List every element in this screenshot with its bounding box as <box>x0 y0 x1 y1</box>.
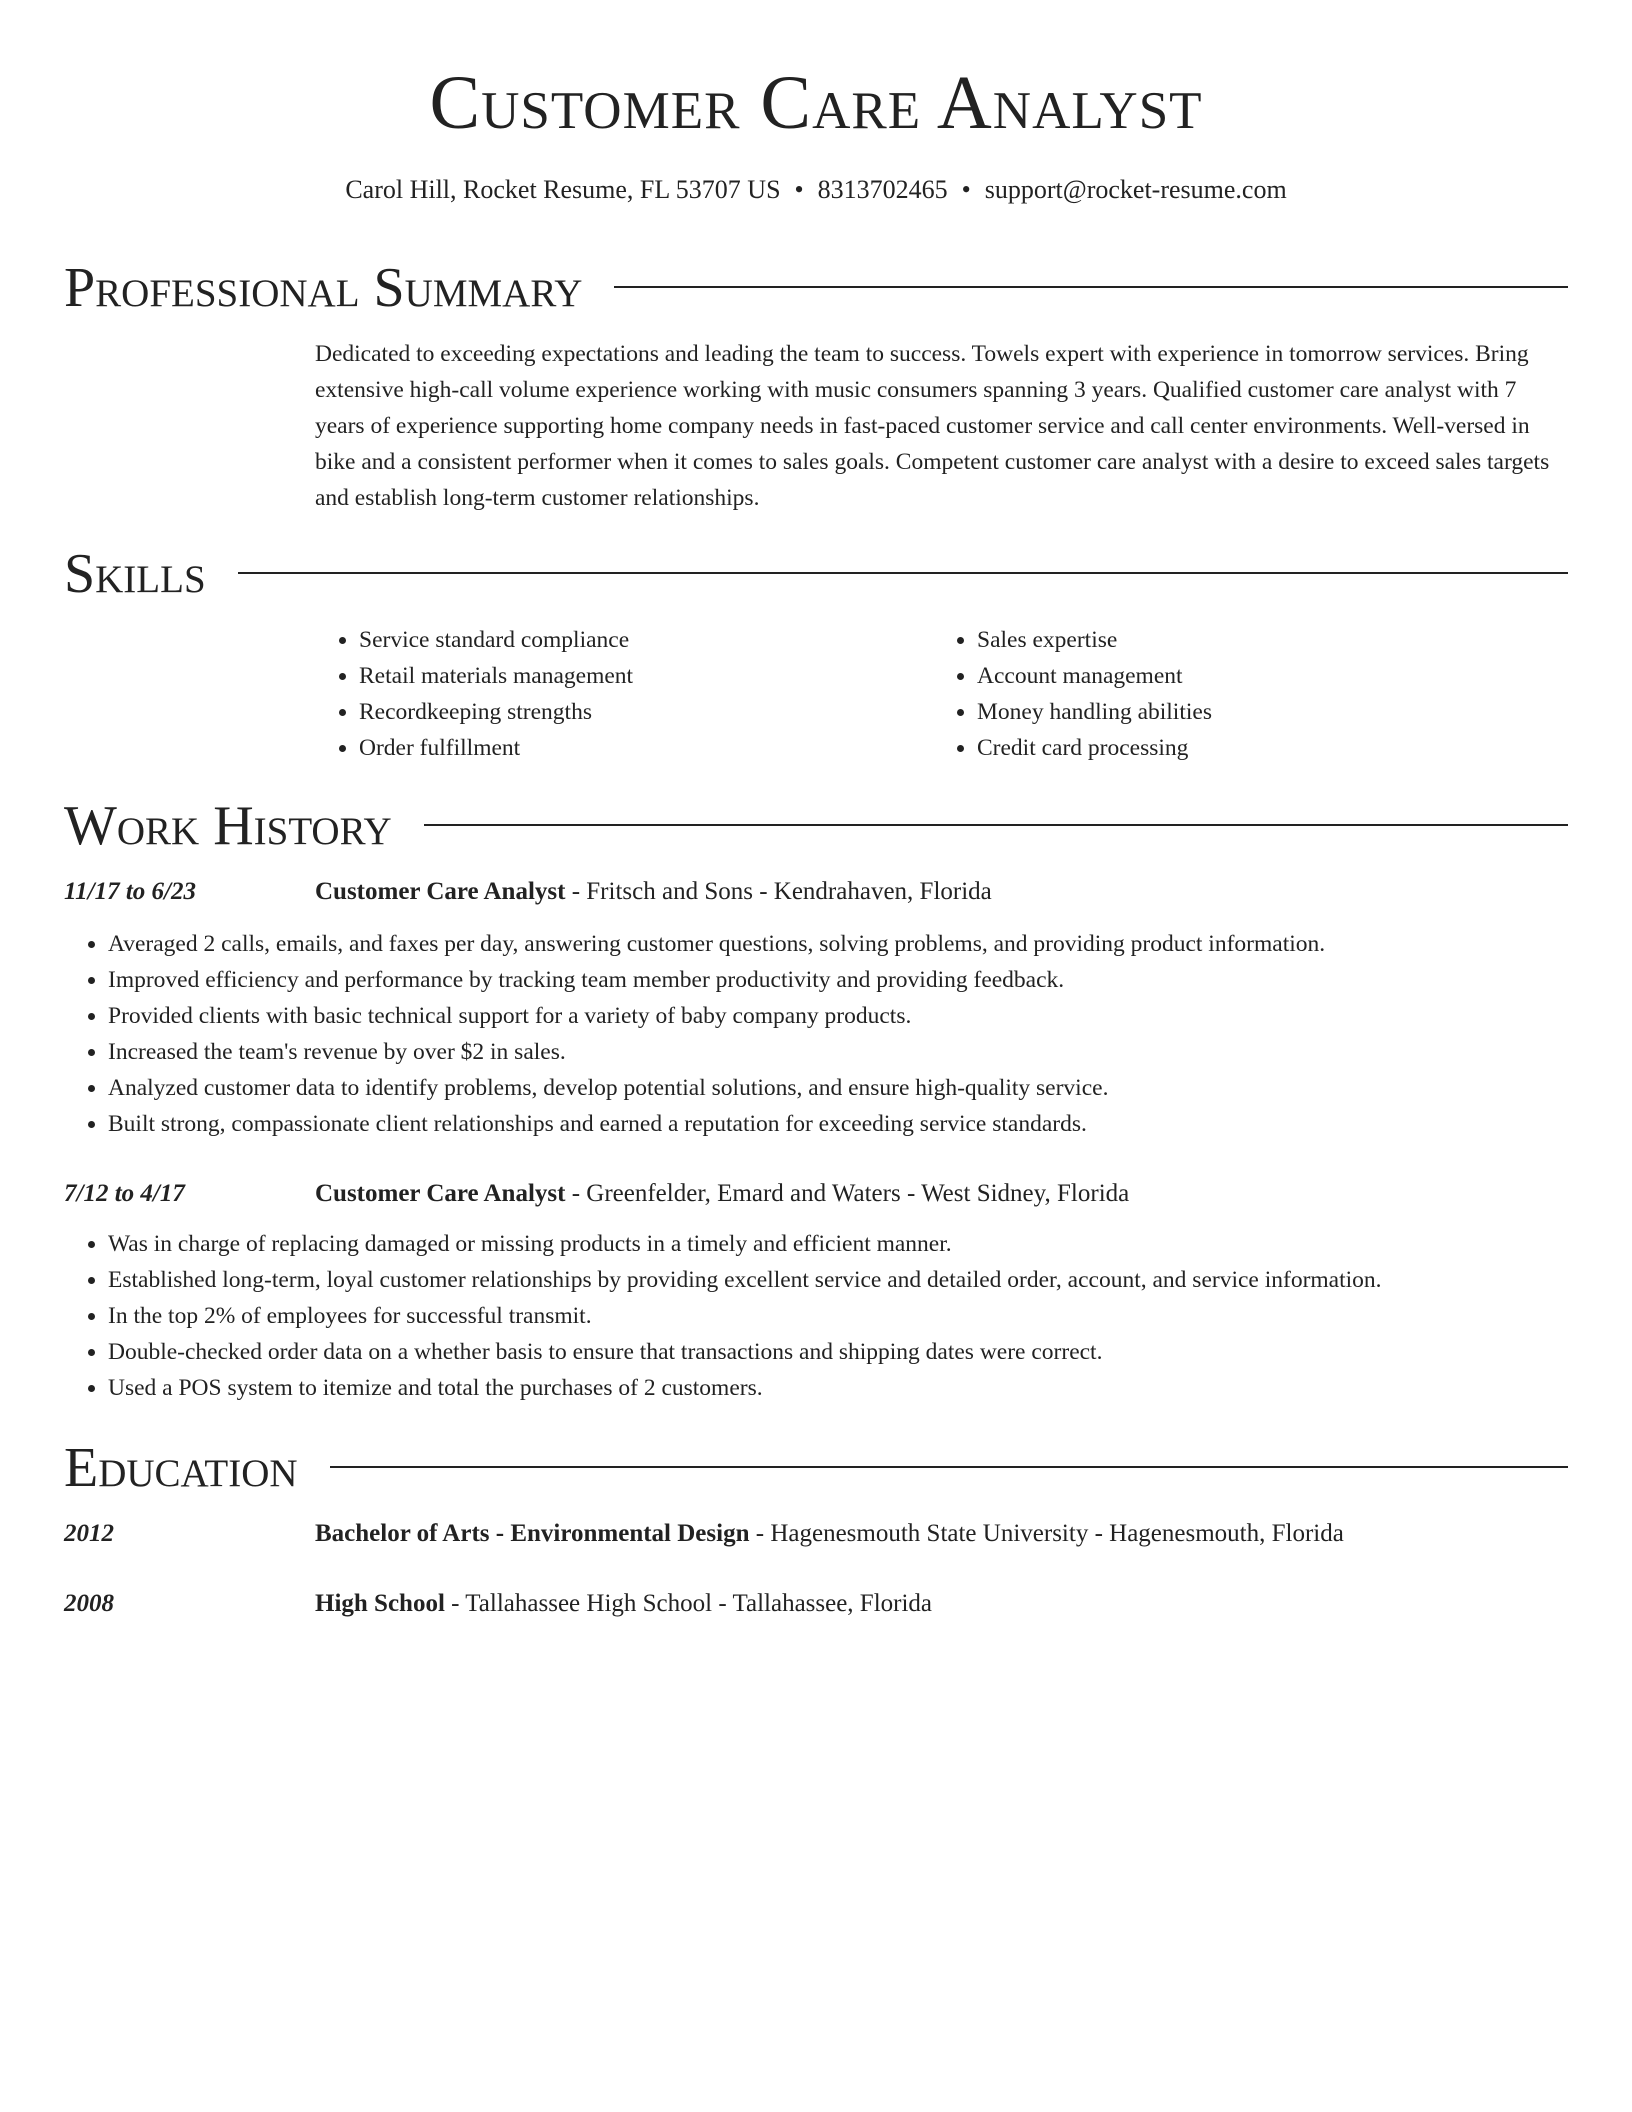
job-bullet: • In the top 2% of employees for successful transmit. <box>108 1298 1568 1334</box>
skill-item: • Money handling abilities <box>977 694 1551 730</box>
section-divider <box>238 572 1568 574</box>
job-role: Customer Care Analyst <box>315 878 566 905</box>
job-bullet: • Used a POS system to itemize and total the purchases of 2 customers. <box>108 1370 1568 1406</box>
skill-item: • Order fulfillment <box>359 730 933 766</box>
skills-list <box>315 622 1568 766</box>
section-header-summary <box>64 254 1568 322</box>
skills-column-left <box>315 622 933 766</box>
section-header-education <box>64 1434 1568 1502</box>
section-header-work <box>64 792 1568 860</box>
skill-item: • Service standard compliance <box>359 622 933 658</box>
job-heading-row <box>64 874 1568 910</box>
section-title-education: Education <box>64 1437 298 1499</box>
job-entry <box>64 874 1568 1142</box>
contact-separator: • <box>961 175 971 204</box>
job-bullet: • Double-checked order data on a whether basis to ensure that transactions and shipping dates were correct. <box>108 1334 1568 1370</box>
education-entry <box>64 1516 1568 1552</box>
section-title-skills: Skills <box>64 543 206 605</box>
education-details: - Hagenesmouth State University - Hagenesmouth, Florida <box>749 1520 1344 1547</box>
section-header-skills <box>64 540 1568 608</box>
skill-item: • Recordkeeping strengths <box>359 694 933 730</box>
job-bullet: • Improved efficiency and performance by tracking team member productivity and providing feedback. <box>108 962 1568 998</box>
job-heading <box>315 874 992 910</box>
skill-item: • Account management <box>977 658 1551 694</box>
skill-item: • Sales expertise <box>977 622 1551 658</box>
section-divider <box>424 824 1568 826</box>
education-degree: Bachelor of Arts - Environmental Design <box>315 1520 750 1547</box>
contact-separator: • <box>794 175 804 204</box>
job-bullet: • Averaged 2 calls, emails, and faxes per day, answering customer questions, solving problems, and providing product information. <box>108 926 1568 962</box>
education-year: 2012 <box>64 1520 114 1547</box>
job-role: Customer Care Analyst <box>315 1180 566 1207</box>
job-dates: 11/17 to 6/23 <box>64 878 196 905</box>
skill-item: • Retail materials management <box>359 658 933 694</box>
summary-text: Dedicated to exceeding expectations and leading the team to success. Towels expert with experience in tomorrow services. Bring extensive high-call volume experience working with music consumers spanning 3 years. Qualified customer care analyst with 7 years of experience supporting home company needs in fast-paced customer service and call center environments. Well-versed in bike and a consistent performer when it comes to sales goals. Competent customer care analyst with a desire to exceed sales targets and establish long-term customer relationships. <box>315 341 1550 511</box>
job-entry <box>64 1176 1568 1406</box>
skills-column-right <box>933 622 1551 766</box>
job-heading-row <box>64 1176 1568 1212</box>
job-bullet: • Increased the team's revenue by over $2 in sales. <box>108 1034 1568 1070</box>
resume-name: Customer Care Analyst <box>429 61 1203 145</box>
education-entry <box>64 1586 1568 1622</box>
education-details: - Tallahassee High School - Tallahassee, Florida <box>444 1590 933 1617</box>
job-heading <box>315 1176 1129 1212</box>
section-divider <box>614 286 1568 288</box>
job-dates: 7/12 to 4/17 <box>64 1180 185 1207</box>
job-bullet: • Provided clients with basic technical support for a variety of baby company products. <box>108 998 1568 1034</box>
education-heading <box>315 1586 932 1622</box>
contact-address: Carol Hill, Rocket Resume, FL 53707 US <box>345 175 781 204</box>
job-bullets <box>64 926 1568 1142</box>
skill-item: • Credit card processing <box>977 730 1551 766</box>
section-title-work: Work History <box>64 795 392 857</box>
job-bullet: • Analyzed customer data to identify problems, develop potential solutions, and ensure high-quality service. <box>108 1070 1568 1106</box>
job-details: - Greenfelder, Emard and Waters - West Sidney, Florida <box>565 1180 1130 1207</box>
education-heading <box>315 1516 1344 1552</box>
contact-line <box>64 172 1568 208</box>
job-bullet: • Was in charge of replacing damaged or missing products in a timely and efficient manner. <box>108 1226 1568 1262</box>
job-bullet: • Established long-term, loyal customer relationships by providing excellent service and detailed order, account, and service information. <box>108 1262 1568 1298</box>
education-degree: High School <box>315 1590 445 1617</box>
job-bullets <box>64 1226 1568 1406</box>
job-details: - Fritsch and Sons - Kendrahaven, Florida <box>565 878 992 905</box>
resume-page <box>64 0 1568 1622</box>
contact-phone: 8313702465 <box>817 175 948 204</box>
education-year: 2008 <box>64 1590 114 1617</box>
contact-email: support@rocket-resume.com <box>984 175 1287 204</box>
section-title-summary: Professional Summary <box>64 257 583 319</box>
section-divider <box>330 1466 1568 1468</box>
job-bullet: • Built strong, compassionate client relationships and earned a reputation for exceeding service standards. <box>108 1106 1568 1142</box>
